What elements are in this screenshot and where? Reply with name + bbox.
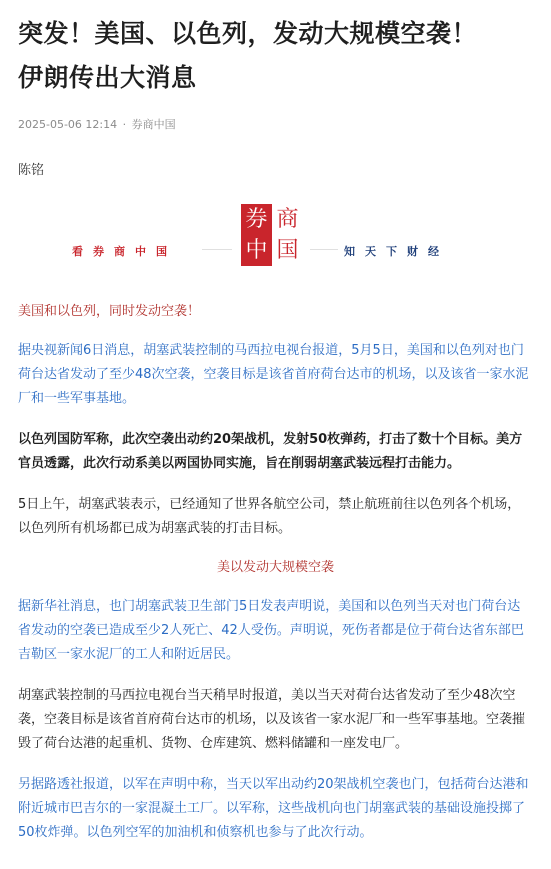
paragraph: 据央视新闻6日消息，胡塞武装控制的马西拉电视台报道，5月5日，美国和以色列对也门荷台达省发动了至少48次空袭，空袭目标是该省首府荷台达市的机场，以及该省一家水泥厂和一些军事基地。 (18, 343, 529, 406)
title-line-2: 伊朗传出大消息 (18, 63, 197, 92)
logo-char-3: 中 (241, 235, 272, 266)
banner-left-slogan: 看券商中国 (72, 245, 177, 258)
paragraph: 据新华社消息，也门胡塞武装卫生部门5日发表声明说，美国和以色列当天对也门荷台达省发动的空袭已造成至少2人死亡、42人受伤。声明说，死伤者都是位于荷台达省东部巴吉勒区一家水泥厂的工人和附近居民。 (18, 599, 524, 662)
article-title (18, 12, 533, 100)
title-line-1: 突发！美国、以色列，发动大规模空袭！ (18, 19, 478, 48)
meta-separator: · (122, 118, 127, 131)
paragraph: 胡塞武装控制的马西拉电视台当天稍早时报道，美以当天对荷台达省发动了至少48次空袭，空袭目标是该省首府荷台达市的机场，以及该省一家水泥厂和一些军事基地。空袭摧毁了荷台达港的起重机、货物、仓库建筑、燃料储罐和一座发电厂。 (18, 688, 526, 751)
banner-divider-left (202, 249, 232, 250)
paragraph: 以色列国防军称，此次空袭出动约20架战机，发射50枚弹药，打击了数十个目标。美方官员透露，此次行动系美以两国协同实施，旨在削弱胡塞武装远程打击能力。 (18, 432, 523, 471)
publish-date: 2025-05-06 12:14 (18, 118, 118, 131)
article-body (18, 300, 533, 845)
article-meta (18, 118, 533, 132)
banner-right-slogan: 知天下财经 (344, 245, 449, 258)
banner-divider-right (310, 249, 338, 250)
paragraph: 另据路透社报道，以军在声明中称，当天以军出动约20架战机空袭也门，包括荷台达港和附近城市巴吉尔的一家混凝土工厂。以军称，这些战机向也门胡塞武装的基础设施投掷了50枚炸弹。以色列空军的加油机和侦察机也参与了此次行动。 (18, 777, 529, 840)
logo-char-2: 商 (272, 204, 303, 235)
paragraph: 5日上午，胡塞武装表示，已经通知了世界各航空公司，禁止航班前往以色列各个机场，以色列所有机场都已成为胡塞武装的打击目标。 (18, 497, 521, 536)
author-name: 陈铭 (18, 163, 45, 178)
paragraph-lead: 美国和以色列，同时发动空袭！ (18, 304, 201, 319)
article-source: 券商中国 (131, 118, 176, 131)
brand-logo-icon (241, 204, 303, 266)
logo-char-1: 券 (241, 204, 272, 235)
section-heading: 美以发动大规模空袭 (216, 560, 334, 575)
logo-char-4: 国 (272, 235, 303, 266)
brand-banner (18, 204, 533, 300)
